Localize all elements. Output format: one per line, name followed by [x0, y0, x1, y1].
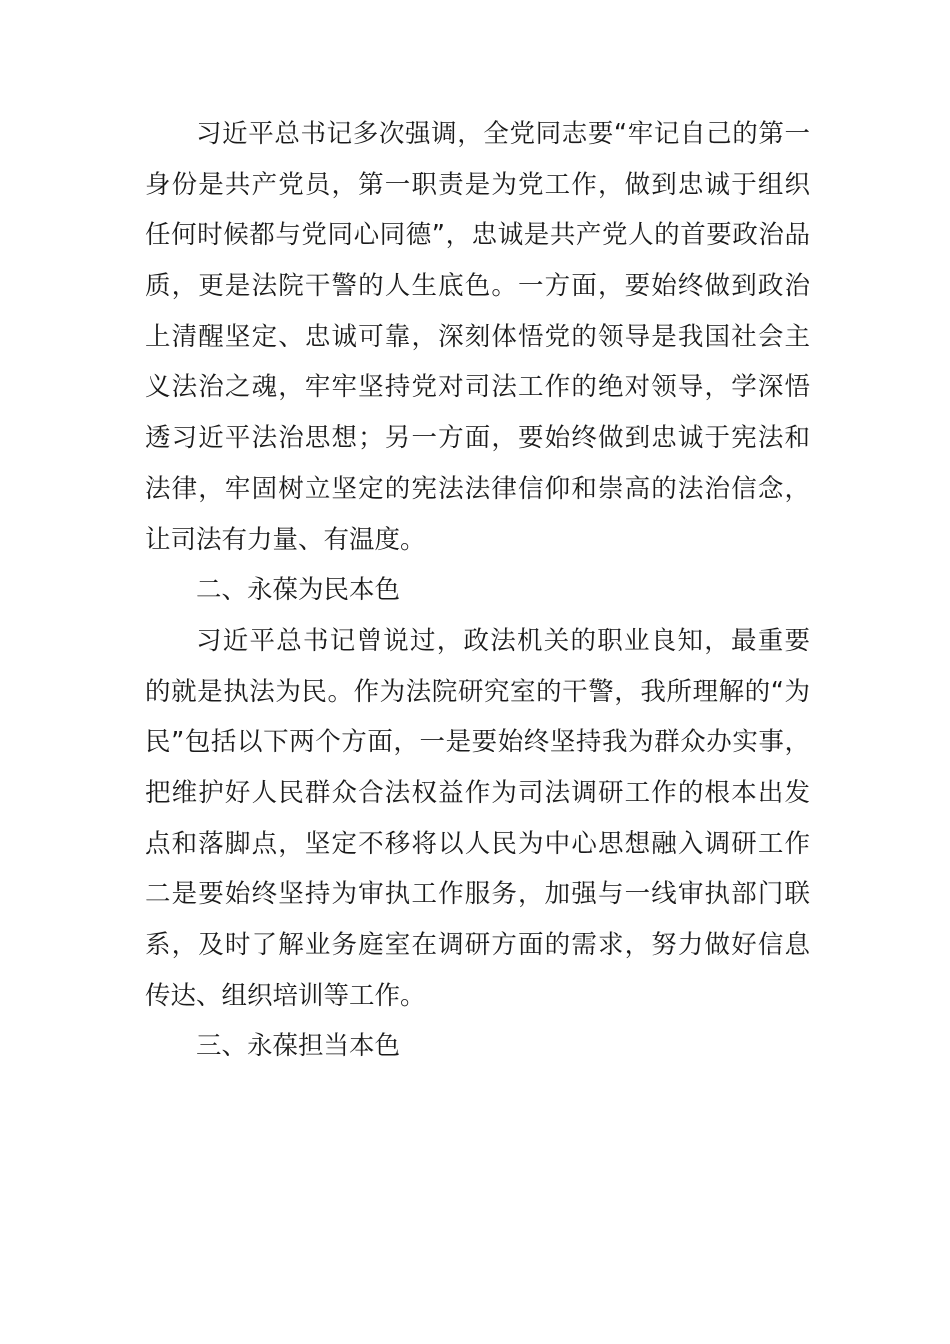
paragraph-1-line-8: 法律，牢固树立坚定的宪法法律信仰和崇高的法治信念， [145, 473, 810, 504]
paragraph-1-line-3: 任何时候都与党同心同德”，忠诚是共产党人的首要政治品 [145, 220, 810, 251]
paragraph-2-line-2: 的就是执法为民。作为法院研究室的干警，我所理解的“为 [145, 676, 810, 707]
section-heading-3: 三、永葆担当本色 [196, 1031, 401, 1062]
paragraph-1-line-9: 让司法有力量、有温度。 [145, 524, 426, 555]
paragraph-1-line-1: 习近平总书记多次强调，全党同志要“牢记自己的第一 [196, 119, 810, 149]
paragraph-1-line-4: 质，更是法院干警的人生底色。一方面，要始终做到政治 [145, 271, 810, 302]
paragraph-2-line-8: 传达、组织培训等工作。 [145, 980, 426, 1011]
document-body [145, 109, 810, 1072]
paragraph-2-line-4: 把维护好人民群众合法权益作为司法调研工作的根本出发 [145, 777, 810, 808]
paragraph-1-line-2: 身份是共产党员，第一职责是为党工作，做到忠诚于组织 [145, 169, 810, 200]
paragraph-2-line-7: 系，及时了解业务庭室在调研方面的需求，努力做好信息 [145, 930, 810, 960]
paragraph-2-line-5: 点和落脚点，坚定不移将以人民为中心思想融入调研工作 [145, 828, 810, 859]
paragraph-2-line-3: 民”包括以下两个方面，一是要始终坚持我为群众办实事， [145, 727, 810, 758]
section-heading-2: 二、永葆为民本色 [196, 575, 401, 606]
paragraph-1-line-5: 上清醒坚定、忠诚可靠，深刻体悟党的领导是我国社会主 [145, 321, 810, 352]
paragraph-2-line-6: 二是要始终坚持为审执工作服务，加强与一线审执部门联 [145, 879, 810, 910]
paragraph-2-line-1: 习近平总书记曾说过，政法机关的职业良知，最重要 [196, 625, 810, 656]
paragraph-1-line-6: 义法治之魂，牢牢坚持党对司法工作的绝对领导，学深悟 [145, 372, 810, 403]
paragraph-1-line-7: 透习近平法治思想；另一方面，要始终做到忠诚于宪法和 [145, 423, 810, 454]
